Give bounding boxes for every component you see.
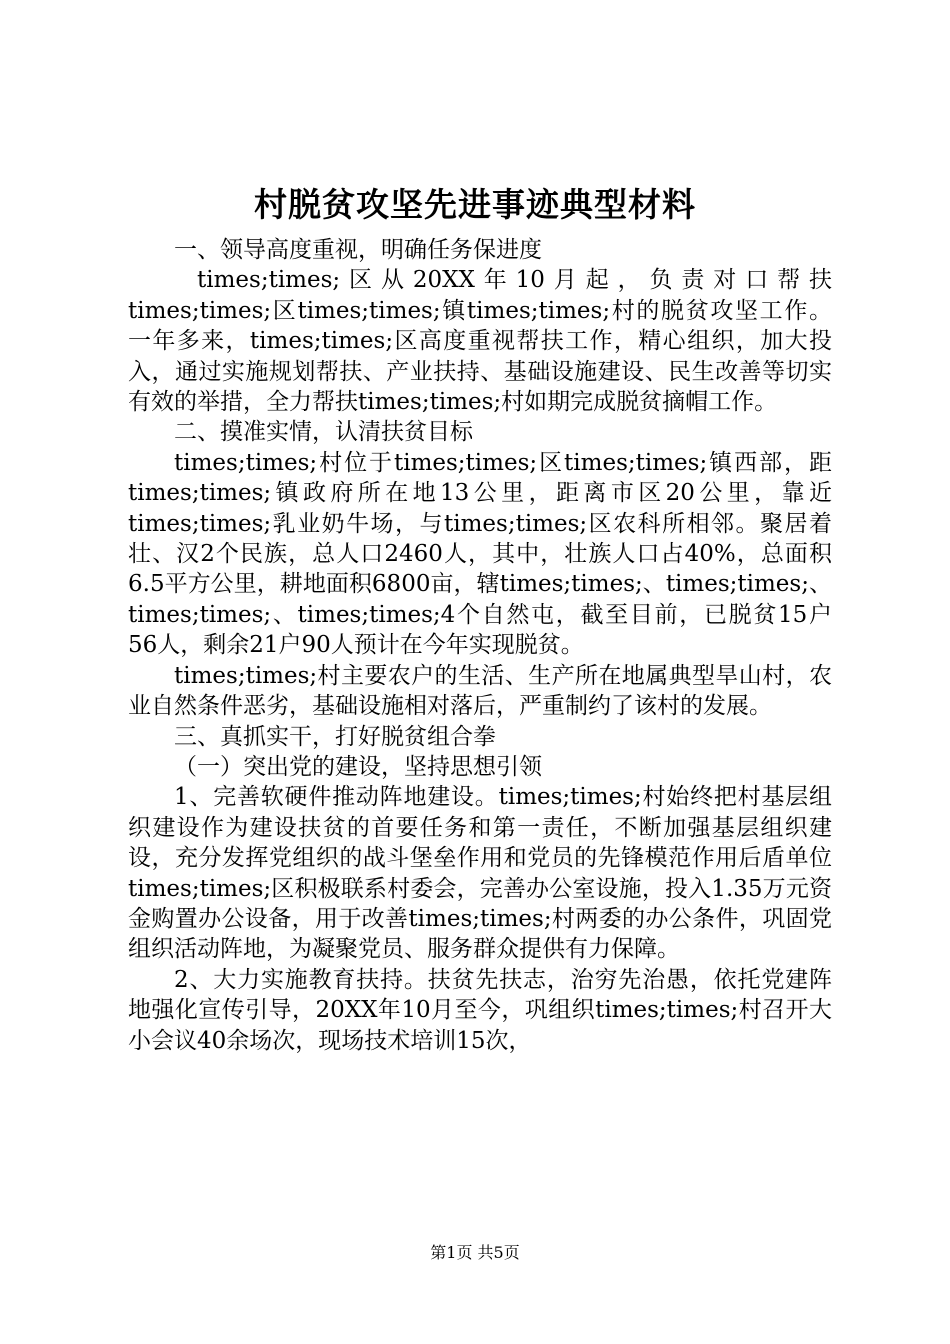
section-heading-1: 一、领导高度重视，明确任务保进度 [174,237,542,263]
subsection-heading-1: （一）突出党的建设，坚持思想引领 [174,753,542,780]
document-title: 村脱贫攻坚先进事迹典型材料 [254,185,696,224]
page-footer: 第1页 共5页 [430,1243,520,1262]
section-heading-3: 三、真抓实干，打好脱贫组合拳 [174,723,496,750]
paragraph-village-info: times;times;村位于times;times;区times;times;镇西部，距times;times;镇政府所在地13公里，距离市区20公里，靠近times;times;乳业奶牛场，与times;times;区农科所相邻。聚居着壮、汉2个民族，总人口2460人，其中，壮族人口占40%，总面积6.5平方公里，耕地面积6800亩，辖times;times;、times;times;、times;times;、times;times;4个自然屯，截至目前，已脱贫15户56人，剩余21户90人预计在今年实现脱贫。 [128,449,832,659]
paragraph-village-conditions: times;times;村主要农户的生活、生产所在地属典型旱山村，农业自然条件恶劣，基础设施相对落后，严重制约了该村的发展。 [128,662,832,720]
paragraph-education-support: 2、大力实施教育扶持。扶贫先扶志，治穷先治愚，依托党建阵地强化宣传引导，20XX年10月至今，巩组织times;times;村召开大小会议40余场次，现场技术培训15次， [128,966,832,1054]
document-body [128,235,832,1056]
paragraph-party-building: 1、完善软硬件推动阵地建设。times;times;村始终把村基层组织建设作为建设扶贫的首要任务和第一责任，不断加强基层组织建设，充分发挥党组织的战斗堡垒作用和党员的先锋模范作用后盾单位times;times;区积极联系村委会，完善办公室设施，投入1.35万元资金购置办公设备，用于改善times;times;村两委的办公条件，巩固党组织活动阵地，为凝聚党员、服务群众提供有力保障。 [128,784,832,963]
section-heading-2: 二、摸准实情，认清扶贫目标 [174,419,473,446]
paragraph-overview: times;times;区从20XX年10月起，负责对口帮扶times;times;区times;times;镇times;times;村的脱贫攻坚工作。一年多来，times;times;区高度重视帮扶工作，精心组织，加大投入，通过实施规划帮扶、产业扶持、基础设施建设、民生改善等切实有效的举措，全力帮扶times;times;村如期完成脱贫摘帽工作。 [128,267,832,416]
